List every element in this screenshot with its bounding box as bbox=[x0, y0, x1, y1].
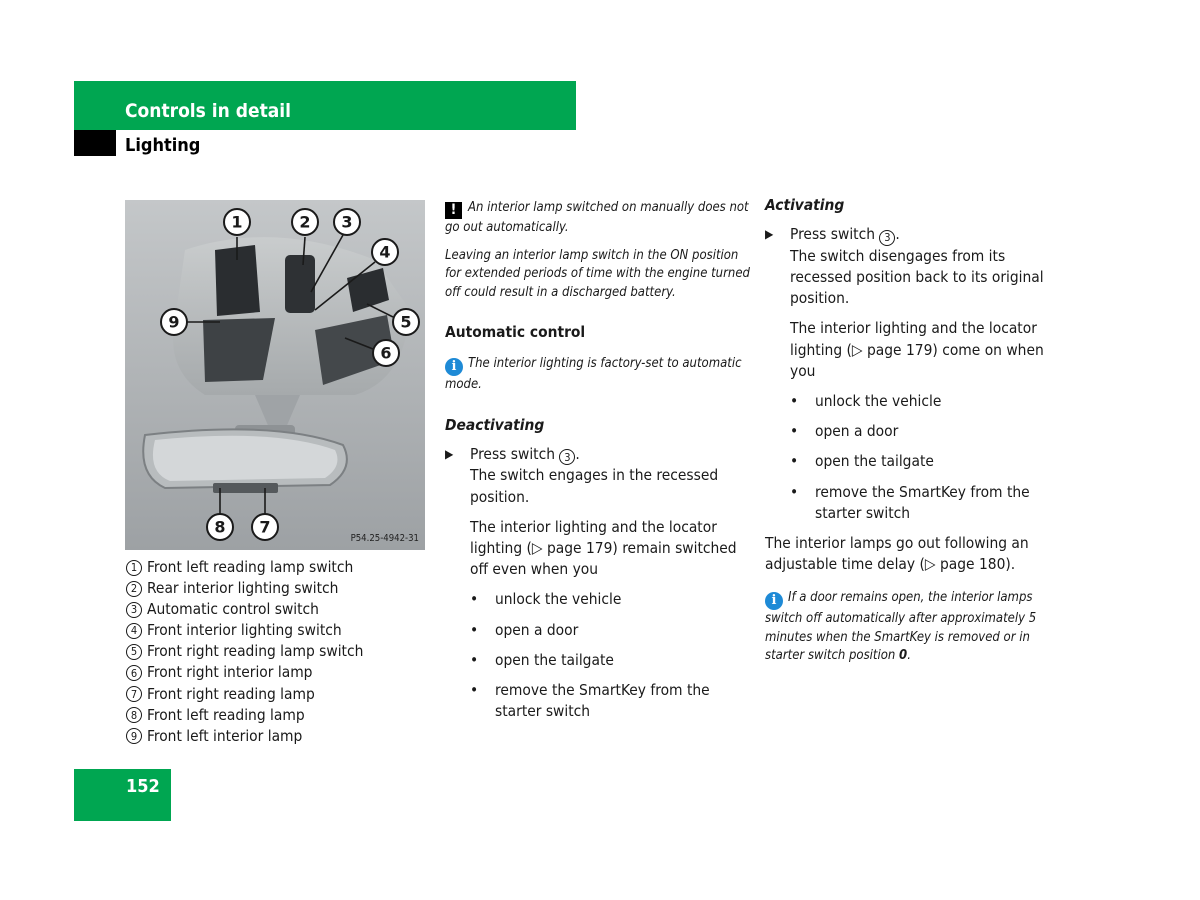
column-deactivating bbox=[445, 199, 750, 722]
legend-number: 2 bbox=[126, 581, 142, 597]
bullet-item: • open a door bbox=[445, 620, 750, 641]
bullet-item: • open the tailgate bbox=[765, 451, 1065, 472]
deactivate-step bbox=[445, 444, 750, 508]
page-ref-arrow-icon: ▷ bbox=[531, 539, 543, 558]
step-arrow-icon: ▶ bbox=[765, 227, 774, 242]
figure-code: P54.25-4942-31 bbox=[350, 533, 419, 544]
step-period: . bbox=[575, 444, 580, 463]
column-activating bbox=[765, 195, 1065, 666]
legend-list bbox=[126, 557, 426, 747]
info-note-1 bbox=[445, 355, 750, 395]
svg-text:4: 4 bbox=[379, 242, 391, 262]
overhead-panel-illustration bbox=[125, 200, 425, 550]
warning-note-1 bbox=[445, 199, 750, 238]
info-note-2 bbox=[765, 589, 1065, 666]
page-ref-link[interactable]: page 179 bbox=[866, 340, 933, 359]
deactivate-paragraph bbox=[445, 517, 750, 581]
step-switch-number: 3 bbox=[559, 449, 575, 465]
activating-heading: Activating bbox=[765, 196, 845, 214]
delay-suffix: ). bbox=[1005, 555, 1016, 574]
legend-text: Front left reading lamp bbox=[147, 705, 305, 724]
left-lamp-lens bbox=[203, 318, 275, 382]
svg-text:9: 9 bbox=[168, 312, 180, 332]
legend-number: 5 bbox=[126, 644, 142, 660]
warning-note-2: Leaving an interior lamp switch in the ON position for extended periods of time with the engine turned off could result in a discharged battery. bbox=[445, 247, 750, 300]
page-ref-link[interactable]: page 180 bbox=[939, 555, 1006, 574]
legend-item bbox=[126, 641, 426, 662]
svg-text:3: 3 bbox=[341, 212, 353, 232]
lower-reading-lamps bbox=[213, 483, 278, 493]
legend-text: Front interior lighting switch bbox=[147, 621, 342, 640]
bullet-item: • open the tailgate bbox=[445, 650, 750, 671]
bullet-item: • remove the SmartKey from the starter switch bbox=[445, 680, 750, 722]
bullet-item: • unlock the vehicle bbox=[765, 391, 1065, 412]
legend-text: Front right reading lamp switch bbox=[147, 642, 364, 661]
deactivating-heading: Deactivating bbox=[445, 415, 545, 434]
step-text: Press switch bbox=[790, 225, 875, 244]
step-arrow-icon: ▶ bbox=[445, 446, 454, 461]
legend-text: Front left reading lamp switch bbox=[147, 558, 354, 576]
svg-text:5: 5 bbox=[400, 312, 412, 332]
legend-item bbox=[126, 578, 426, 599]
legend-item bbox=[126, 620, 426, 641]
legend-text: Front right reading lamp bbox=[147, 684, 315, 703]
warning-text-1: An interior lamp switched on manually does not go out automatically. bbox=[445, 200, 749, 235]
legend-number: 6 bbox=[126, 665, 142, 681]
legend-number: 7 bbox=[126, 686, 142, 702]
legend-item bbox=[126, 726, 426, 747]
legend-number: 3 bbox=[126, 602, 142, 618]
page-ref-link[interactable]: page 179 bbox=[546, 539, 613, 558]
header-marker bbox=[74, 130, 116, 156]
legend-item bbox=[126, 705, 426, 726]
bullet-item: • open a door bbox=[765, 421, 1065, 442]
para-prefix: The interior lighting and the locator lighting ( bbox=[790, 319, 1037, 359]
warning-icon: ! bbox=[445, 202, 462, 219]
legend-item bbox=[126, 684, 426, 705]
delay-text: The interior lamps go out following an adjustable time delay ( bbox=[765, 533, 1029, 574]
bullet-item: • remove the SmartKey from the starter switch bbox=[765, 482, 1065, 524]
step-text: Press switch bbox=[470, 444, 555, 463]
info-icon: i bbox=[445, 358, 463, 376]
starter-position: 0 bbox=[899, 648, 908, 664]
center-switch-block bbox=[285, 255, 315, 313]
page-ref-arrow-icon: ▷ bbox=[924, 555, 936, 574]
legend-item bbox=[126, 557, 426, 578]
subsection-title: Lighting bbox=[125, 135, 201, 156]
legend-text: Automatic control switch bbox=[147, 600, 319, 619]
step-detail: The switch engages in the recessed position. bbox=[470, 466, 719, 506]
para-prefix: The interior lighting and the locator lighting ( bbox=[470, 517, 717, 558]
overhead-control-panel-photo bbox=[125, 200, 425, 550]
para-suffix: ) remain switched off even when you bbox=[470, 539, 737, 579]
info-text-1: The interior lighting is factory-set to automatic mode. bbox=[445, 356, 742, 393]
page-ref-arrow-icon: ▷ bbox=[851, 340, 863, 359]
step-period: . bbox=[895, 225, 900, 244]
legend-text: Front right interior lamp bbox=[147, 663, 313, 682]
para-suffix: ) come on when you bbox=[790, 340, 1044, 380]
legend-number: 1 bbox=[126, 560, 142, 576]
legend-number: 8 bbox=[126, 707, 142, 723]
svg-text:7: 7 bbox=[259, 517, 271, 537]
info-suffix: . bbox=[907, 648, 911, 664]
legend-text: Rear interior lighting switch bbox=[147, 579, 339, 598]
info-text-2: If a door remains open, the interior lamps switch off automatically after approximately 5 minutes when the SmartKey is removed or in starter switch position bbox=[765, 590, 1037, 664]
svg-text:8: 8 bbox=[214, 517, 226, 537]
svg-text:2: 2 bbox=[299, 212, 311, 232]
page-number: 152 bbox=[126, 776, 160, 797]
legend-text: Front left interior lamp bbox=[147, 726, 303, 745]
svg-text:6: 6 bbox=[380, 343, 392, 363]
step-detail: The switch disengages from its recessed position back to its original position. bbox=[790, 246, 1044, 308]
automatic-control-heading: Automatic control bbox=[445, 323, 586, 341]
svg-text:1: 1 bbox=[231, 212, 243, 232]
activate-step bbox=[765, 224, 1065, 309]
bullet-item: • unlock the vehicle bbox=[445, 589, 750, 610]
legend-item bbox=[126, 599, 426, 620]
legend-number: 4 bbox=[126, 623, 142, 639]
legend-number: 9 bbox=[126, 728, 142, 744]
activate-paragraph bbox=[765, 318, 1065, 382]
section-title: Controls in detail bbox=[125, 100, 292, 122]
info-icon: i bbox=[765, 592, 783, 610]
step-switch-number: 3 bbox=[879, 230, 895, 246]
legend-item bbox=[126, 662, 426, 683]
delay-paragraph bbox=[765, 533, 1065, 575]
